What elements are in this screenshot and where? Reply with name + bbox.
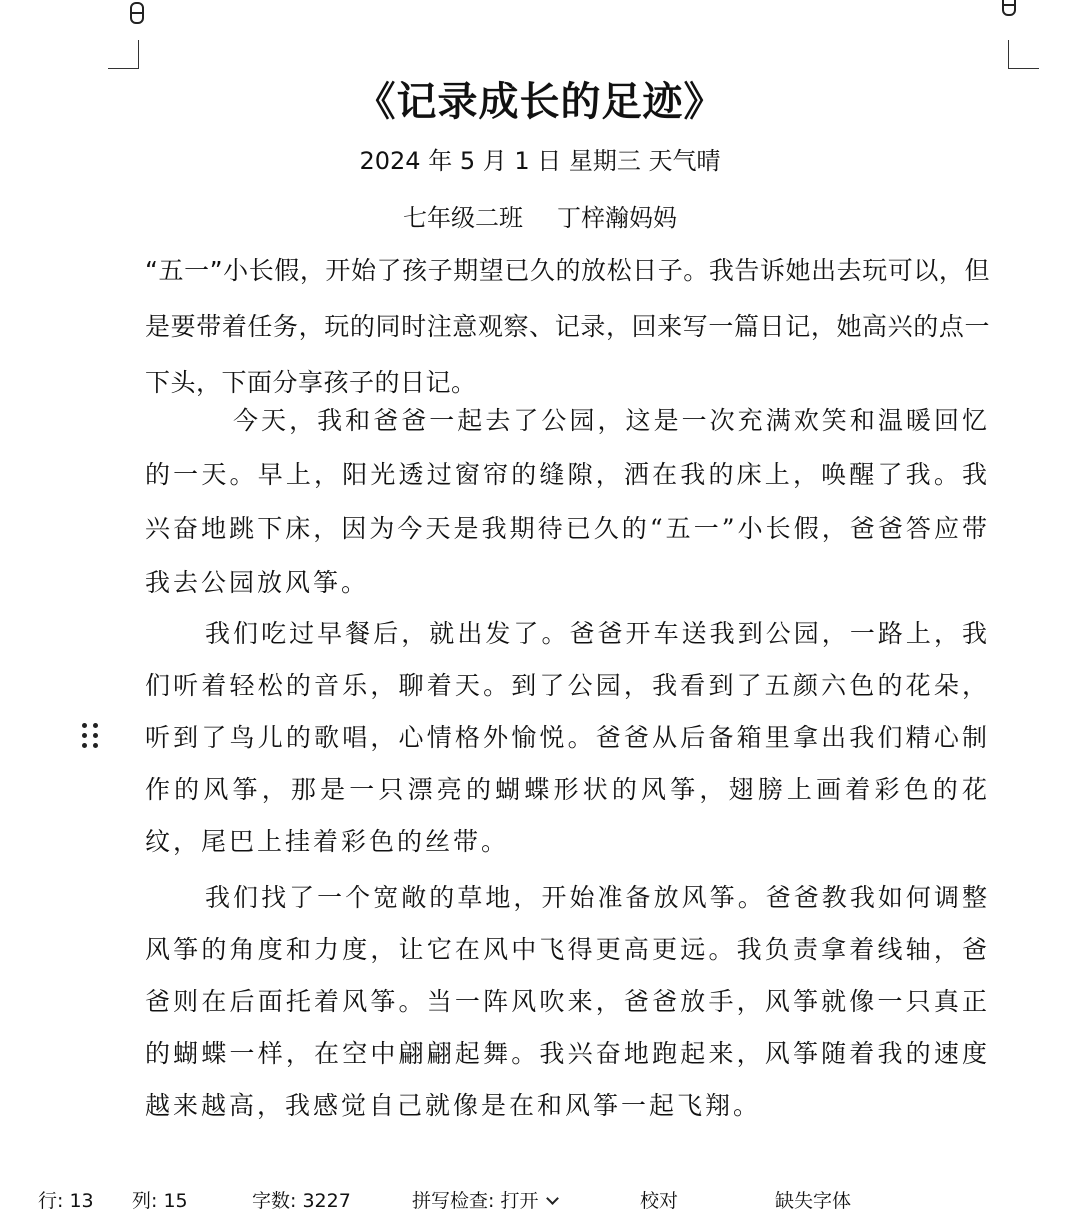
date-weather-line: 2024 年 5 月 1 日 星期三 天气晴 bbox=[359, 147, 721, 175]
paragraph-diary-2: 我们吃过早餐后，就出发了。爸爸开车送我到公园，一路上，我们听着轻松的音乐，聊着天。到了公园，我看到了五颜六色的花朵，听到了鸟儿的歌唱，心情格外愉悦。爸爸从后备箱里拿出我们精心制作的风筝，那是一只漂亮的蝴蝶形状的风筝，翅膀上画着彩色的花纹，尾巴上挂着彩色的丝带。 bbox=[145, 619, 990, 856]
spell-check-toggle[interactable] bbox=[412, 1186, 557, 1213]
proofread-button[interactable]: 校对 bbox=[640, 1190, 679, 1212]
cursor-row[interactable]: 行: 13 bbox=[38, 1190, 94, 1212]
author-name: 丁梓瀚妈妈 bbox=[557, 204, 677, 232]
cursor-column[interactable]: 列: 15 bbox=[132, 1190, 188, 1212]
missing-font-button[interactable]: 缺失字体 bbox=[775, 1190, 852, 1212]
word-count[interactable]: 字数: 3227 bbox=[252, 1190, 351, 1212]
document-title: 《记录成长的足迹》 bbox=[355, 79, 725, 125]
author-line bbox=[0, 198, 1080, 233]
paragraph-intro: “五一”小长假，开始了孩子期望已久的放松日子。我告诉她出去玩可以，但是要带着任务，玩的同时注意观察、记录，回来写一篇日记，她高兴的点一下头，下面分享孩子的日记。 bbox=[145, 256, 990, 397]
class-name: 七年级二班 bbox=[403, 204, 523, 232]
page-handle-icon[interactable] bbox=[1002, 0, 1016, 16]
page-handle-icon[interactable] bbox=[130, 2, 144, 24]
paragraph-diary-3: 我们找了一个宽敞的草地，开始准备放风筝。爸爸教我如何调整风筝的角度和力度，让它在风中飞得更高更远。我负责拿着线轴，爸爸则在后面托着风筝。当一阵风吹来，爸爸放手，风筝就像一只真正的蝴蝶一样，在空中翩翩起舞。我兴奋地跑起来，风筝随着我的速度越来越高，我感觉自己就像是在和风筝一起飞翔。 bbox=[145, 883, 990, 1120]
spell-check-label: 拼写检查: 打开 bbox=[412, 1190, 539, 1212]
crop-mark-top-left bbox=[108, 40, 139, 69]
chevron-down-icon bbox=[547, 1192, 560, 1205]
paragraph-diary-1: 今天，我和爸爸一起去了公园，这是一次充满欢笑和温暖回忆的一天。早上，阳光透过窗帘的缝隙，洒在我的床上，唤醒了我。我兴奋地跳下床，因为今天是我期待已久的“五一”小长假，爸爸答应带我去公园放风筝。 bbox=[145, 406, 990, 597]
crop-mark-top-right bbox=[1008, 40, 1039, 69]
drag-handle-icon[interactable] bbox=[82, 723, 100, 751]
status-bar bbox=[0, 1180, 1080, 1213]
